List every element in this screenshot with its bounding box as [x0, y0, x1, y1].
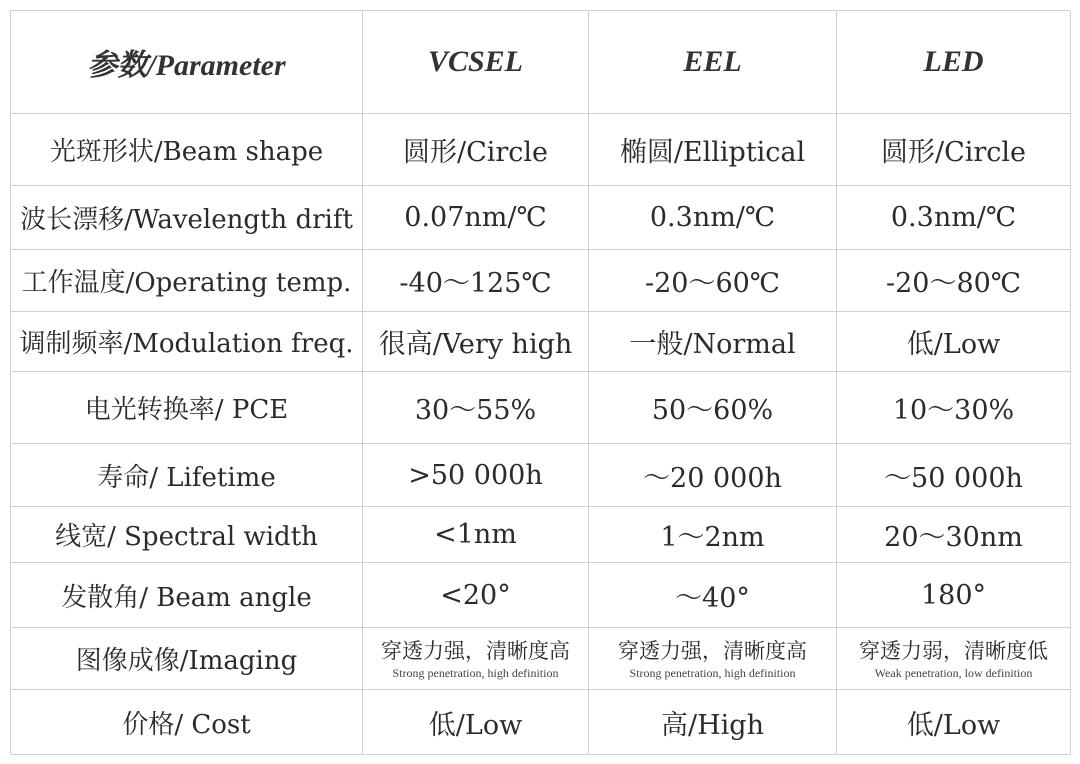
header-vcsel: VCSEL	[363, 11, 589, 114]
led-cell: 圆形/Circle	[837, 114, 1071, 186]
param-cell: 发散角/ Beam angle	[11, 563, 363, 628]
vcsel-cell: 很高/Very high	[363, 312, 589, 372]
imaging-main-text: 穿透力强，清晰度高	[381, 638, 570, 663]
eel-cell: 椭圆/Elliptical	[589, 114, 837, 186]
param-cell: 光斑形状/Beam shape	[11, 114, 363, 186]
led-cell: ～50 000h	[837, 444, 1071, 507]
led-cell: 低/Low	[837, 690, 1071, 755]
vcsel-cell: 0.07nm/℃	[363, 186, 589, 250]
param-cell: 工作温度/Operating temp.	[11, 250, 363, 312]
param-cell: 波长漂移/Wavelength drift	[11, 186, 363, 250]
param-cell: 图像成像/Imaging	[11, 628, 363, 690]
led-cell: 低/Low	[837, 312, 1071, 372]
vcsel-cell: 低/Low	[363, 690, 589, 755]
imaging-sub-text: Strong penetration, high definition	[392, 665, 559, 680]
led-cell: 20～30nm	[837, 507, 1071, 563]
param-cell: 电光转换率/ PCE	[11, 372, 363, 444]
imaging-sub-text: Weak penetration, low definition	[874, 665, 1033, 680]
led-cell: -20～80℃	[837, 250, 1071, 312]
vcsel-cell: -40～125℃	[363, 250, 589, 312]
vcsel-cell: <1nm	[363, 507, 589, 563]
header-eel: EEL	[589, 11, 837, 114]
param-cell: 价格/ Cost	[11, 690, 363, 755]
eel-cell: 一般/Normal	[589, 312, 837, 372]
vcsel-cell: <20°	[363, 563, 589, 628]
vcsel-cell: >50 000h	[363, 444, 589, 507]
vcsel-cell: 30～55%	[363, 372, 589, 444]
header-led: LED	[837, 11, 1071, 114]
eel-cell: ～40°	[589, 563, 837, 628]
eel-cell: 50～60%	[589, 372, 837, 444]
param-cell: 调制频率/Modulation freq.	[11, 312, 363, 372]
eel-cell: 高/High	[589, 690, 837, 755]
led-cell: 10～30%	[837, 372, 1071, 444]
led-cell: 0.3nm/℃	[837, 186, 1071, 250]
imaging-sub-text: Strong penetration, high definition	[629, 665, 796, 680]
eel-cell: -20～60℃	[589, 250, 837, 312]
eel-cell	[589, 628, 837, 690]
vcsel-cell	[363, 628, 589, 690]
led-cell: 180°	[837, 563, 1071, 628]
comparison-table	[10, 10, 1070, 754]
eel-cell: 0.3nm/℃	[589, 186, 837, 250]
imaging-main-text: 穿透力强，清晰度高	[618, 638, 807, 663]
eel-cell: ～20 000h	[589, 444, 837, 507]
eel-cell: 1～2nm	[589, 507, 837, 563]
header-parameter: 参数/Parameter	[11, 11, 363, 114]
led-cell	[837, 628, 1071, 690]
param-cell: 线宽/ Spectral width	[11, 507, 363, 563]
param-cell: 寿命/ Lifetime	[11, 444, 363, 507]
vcsel-cell: 圆形/Circle	[363, 114, 589, 186]
imaging-main-text: 穿透力弱，清晰度低	[859, 638, 1048, 663]
